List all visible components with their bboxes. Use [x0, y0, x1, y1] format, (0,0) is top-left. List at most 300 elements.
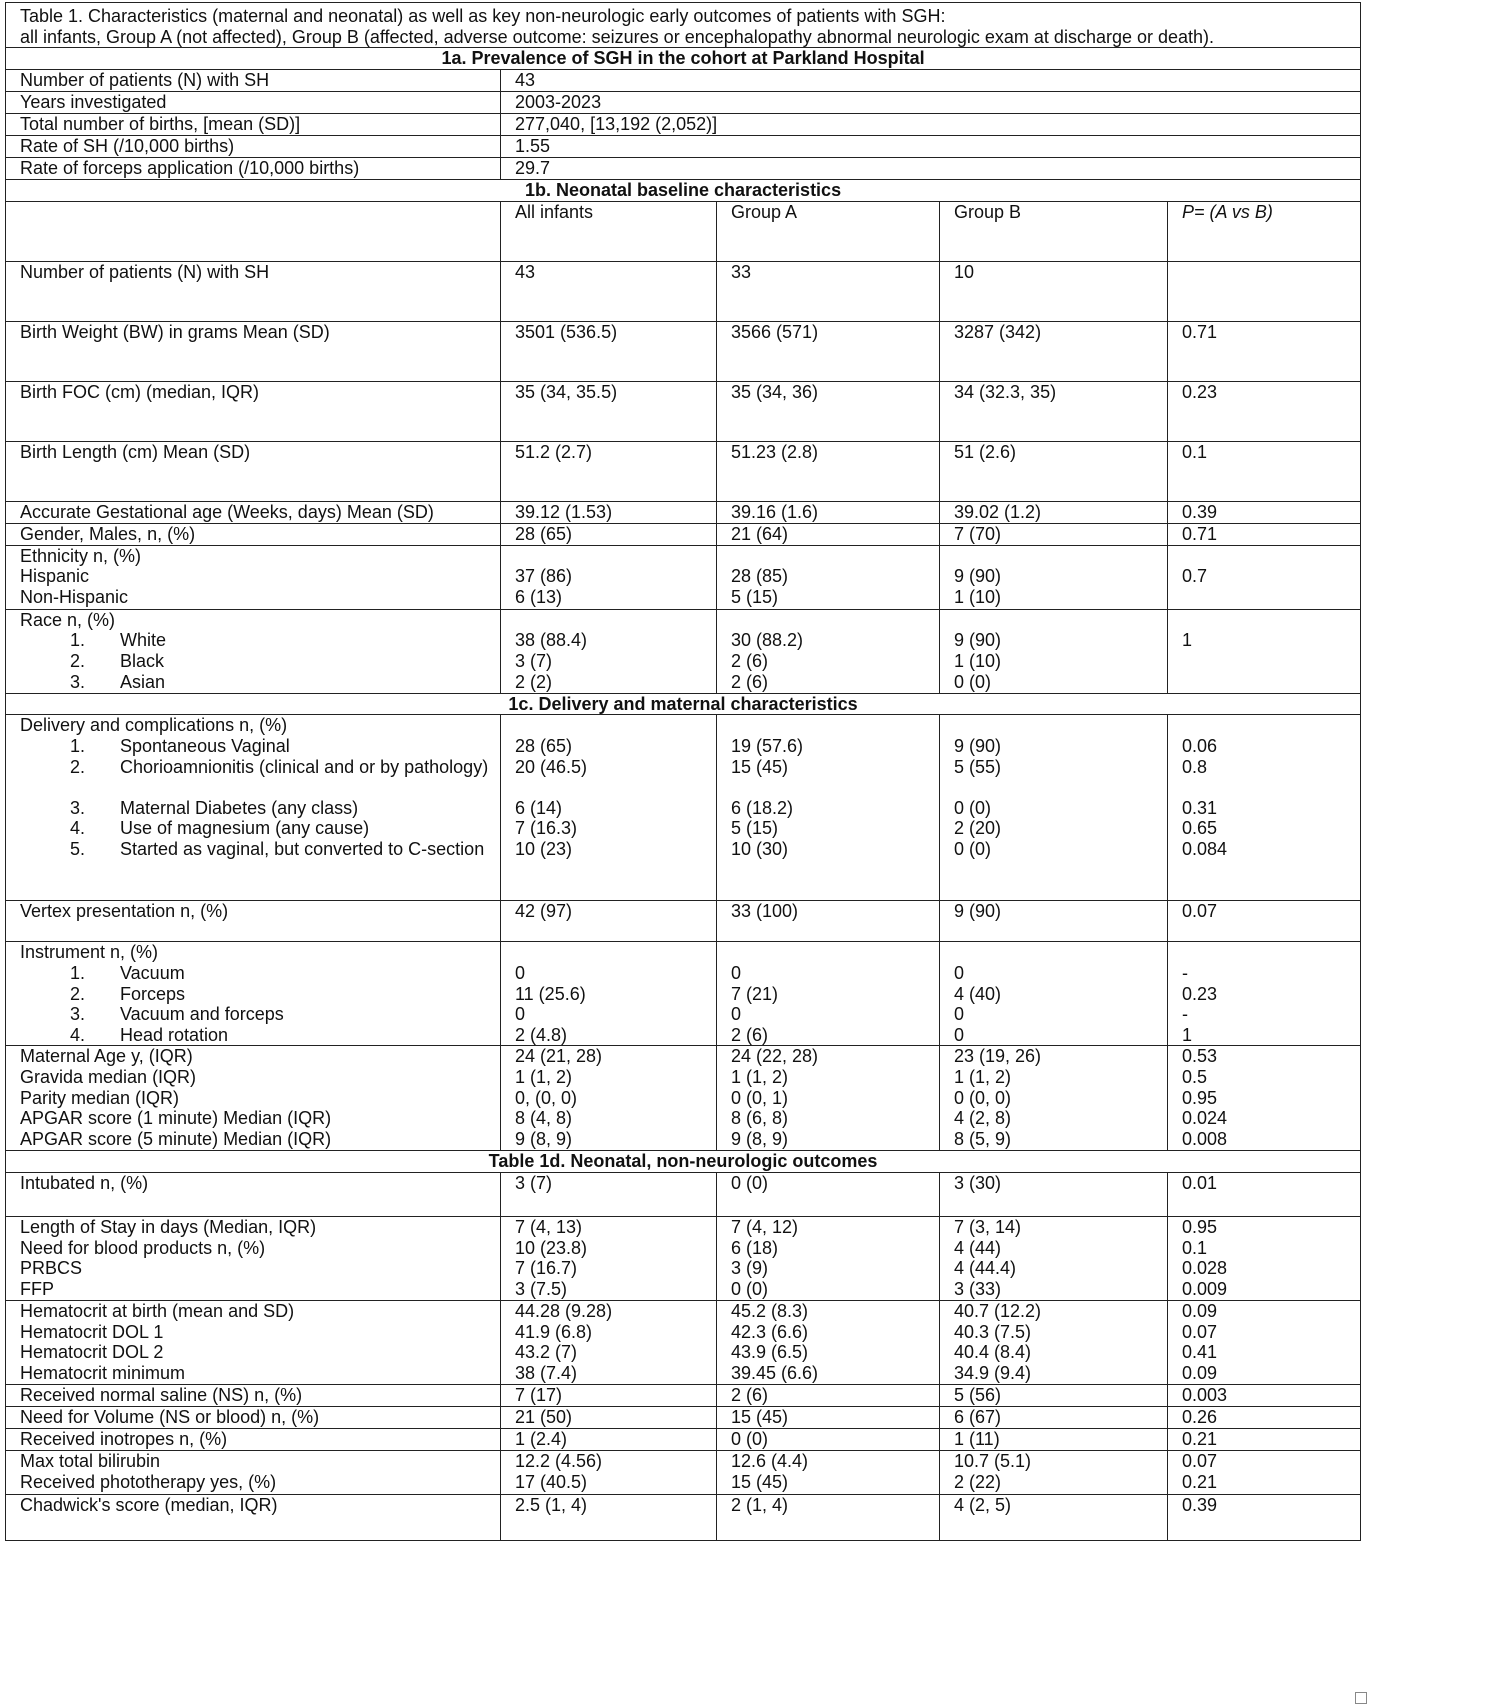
row-label: [6, 91, 501, 113]
cell-line: Received inotropes n, (%): [20, 1429, 228, 1450]
table-row: [6, 69, 1361, 91]
cell-line: Hispanic: [20, 566, 90, 587]
cell-line: 0.39: [1182, 1495, 1218, 1516]
cell-line: 0 (0): [954, 797, 992, 818]
table-row: [6, 1451, 1361, 1495]
cell-line: 38 (88.4): [515, 630, 588, 651]
value-a: [717, 609, 940, 693]
table-caption: [6, 3, 1361, 48]
header-text: [20, 202, 500, 223]
cell-line: 7 (16.7): [515, 1258, 578, 1279]
cell-line: Rate of forceps application (/10,000 births): [20, 158, 360, 179]
cell-line: 21 (50): [515, 1407, 573, 1428]
item-number: 1.: [70, 630, 86, 651]
cell-line: 12.6 (4.4): [731, 1451, 809, 1472]
cell-line: 0.65: [1182, 818, 1218, 839]
value-a: [717, 501, 940, 523]
value-p: [1168, 942, 1361, 1046]
table-row: [6, 381, 1361, 441]
cell-line: 3 (30): [954, 1173, 1002, 1194]
cell-line: Received normal saline (NS) n, (%): [20, 1385, 303, 1406]
cell-line: 1.55: [515, 136, 551, 157]
value-all: [501, 321, 717, 381]
row-label: [6, 1301, 501, 1385]
value-b: [940, 1385, 1168, 1407]
table-row: [6, 158, 1361, 180]
value-all: [501, 901, 717, 942]
value-b: [940, 1301, 1168, 1385]
value-a: [717, 321, 940, 381]
cell-line: 1 (1, 2): [515, 1067, 573, 1088]
cell-line: 1 (10): [954, 651, 1002, 672]
cell-line: 1 (1, 2): [731, 1067, 789, 1088]
cell-line: 28 (85): [731, 566, 789, 587]
value-all: [501, 1173, 717, 1217]
cell-line: 0.01: [1182, 1173, 1218, 1194]
cell-line: 33: [731, 261, 752, 282]
item-number: 4.: [70, 818, 86, 839]
cell-line: 43.9 (6.5): [731, 1342, 809, 1363]
row-label: [6, 69, 501, 91]
cell-line: 3287 (342): [954, 321, 1042, 342]
cell-line: 9 (8, 9): [731, 1128, 789, 1149]
cell-line: 43: [515, 261, 536, 282]
cell-line: 11 (25.6): [515, 983, 586, 1004]
item-text: Use of magnesium (any cause): [120, 818, 370, 839]
cell-line: Years investigated: [20, 91, 167, 112]
item-number: 2.: [70, 651, 86, 672]
value-p: [1168, 1429, 1361, 1451]
cell-line: 39.02 (1.2): [954, 501, 1042, 522]
row-label: [6, 901, 501, 942]
value-b: [940, 523, 1168, 545]
item-number: 3.: [70, 1004, 86, 1025]
cell-line: 42.3 (6.6): [731, 1321, 809, 1342]
cell-line: Number of patients (N) with SH: [20, 69, 270, 90]
row-label: [6, 1429, 501, 1451]
cell-line: 0.024: [1182, 1108, 1228, 1129]
table-row: [6, 1046, 1361, 1151]
section-title: Table 1d. Neonatal, non-neurologic outcomes: [488, 1151, 878, 1172]
table-row: [6, 201, 1361, 261]
cell-line: 0.31: [1182, 797, 1218, 818]
table-row: [6, 3, 1361, 48]
item-number: 2.: [70, 756, 86, 777]
table-row: [6, 1217, 1361, 1301]
cell-line: 1 (10): [954, 587, 1002, 608]
header-text: Group B: [954, 201, 1022, 222]
cell-line: 3 (9): [731, 1258, 769, 1279]
cell-line: [731, 546, 939, 567]
value-all: [501, 1046, 717, 1151]
cell-line: 15 (45): [731, 1407, 789, 1428]
value-p: [1168, 609, 1361, 693]
cell-line: 20 (46.5): [515, 756, 588, 777]
document-page: [5, 2, 1360, 1694]
cell-line: 2003-2023: [515, 91, 602, 112]
cell-line: 0.09: [1182, 1301, 1218, 1322]
cell-line: 41.9 (6.8): [515, 1321, 593, 1342]
cell-line: PRBCS: [20, 1258, 83, 1279]
value-b: [940, 545, 1168, 609]
table-row: [6, 1151, 1361, 1173]
list-item: [20, 818, 500, 839]
cell-line: Parity median (IQR): [20, 1087, 180, 1108]
value-all: [501, 501, 717, 523]
list-item: [20, 1025, 500, 1046]
cell-line: 12.2 (4.56): [515, 1451, 603, 1472]
cell-line: 2 (2): [515, 671, 553, 692]
cell-line: 7 (3, 14): [954, 1217, 1022, 1238]
value-a: [717, 381, 940, 441]
cell-line: 0.23: [1182, 983, 1218, 1004]
value-b: [940, 261, 1168, 321]
list-item: [20, 757, 500, 798]
value-a: [717, 523, 940, 545]
cell-line: 1: [1182, 630, 1193, 651]
item-number: 3.: [70, 671, 86, 692]
cell-line: [515, 610, 716, 631]
cell-line: 5 (15): [731, 587, 779, 608]
cell-line: [731, 715, 939, 736]
value-b: [940, 1407, 1168, 1429]
cell-line: 0.8: [1182, 756, 1208, 777]
row-label: [6, 942, 501, 1046]
cell-line: 39.12 (1.53): [515, 501, 613, 522]
list-item: [20, 1004, 500, 1025]
cell-line: 0.028: [1182, 1258, 1228, 1279]
value-all: [501, 1429, 717, 1451]
row-label: [6, 609, 501, 693]
cell-line: [1182, 587, 1360, 608]
cell-line: 277,040, [13,192 (2,052)]: [515, 113, 718, 134]
cell-line: 0 (0, 0): [954, 1087, 1012, 1108]
cell-line: 15 (45): [731, 1471, 789, 1492]
value-p: [1168, 1217, 1361, 1301]
cell-line: [515, 715, 716, 736]
cell-line: 0.23: [1182, 381, 1218, 402]
value-all: [501, 609, 717, 693]
cell-line: 0.009: [1182, 1278, 1228, 1299]
value-b: [940, 715, 1168, 901]
cell-line: 7 (17): [515, 1385, 563, 1406]
cell-line: 1: [1182, 1024, 1193, 1045]
cell-line: Hematocrit minimum: [20, 1362, 186, 1383]
item-text: White: [120, 630, 167, 651]
cell-line: [954, 942, 1167, 963]
cell-line: [954, 546, 1167, 567]
item-number: 2.: [70, 983, 86, 1004]
item-text: Spontaneous Vaginal: [120, 736, 290, 757]
cell-line: 0.71: [1182, 523, 1218, 544]
row-label: [6, 158, 501, 180]
cell-line: 0 (0): [731, 1429, 769, 1450]
value-p: [1168, 1173, 1361, 1217]
item-text: Vacuum and forceps: [120, 1004, 284, 1025]
value-a: [717, 1495, 940, 1541]
cell-line: [954, 610, 1167, 631]
cell-line: 0: [515, 1004, 526, 1025]
cell-line: 0.21: [1182, 1471, 1218, 1492]
cell-line: 4 (44.4): [954, 1258, 1017, 1279]
value-all: [501, 1451, 717, 1495]
item-number: 1.: [70, 736, 86, 757]
cell-line: 10 (23): [515, 838, 573, 859]
list-item: [20, 630, 500, 651]
cell-line: 2 (1, 4): [731, 1495, 789, 1516]
cell-line: 9 (8, 9): [515, 1128, 573, 1149]
cell-line: Birth Length (cm) Mean (SD): [20, 441, 251, 462]
cell-line: 0.07: [1182, 901, 1218, 922]
cell-line: 29.7: [515, 158, 551, 179]
table-row: [6, 901, 1361, 942]
cell-line: 0.06: [1182, 736, 1218, 757]
cell-line: 9 (90): [954, 901, 1002, 922]
row-label: [6, 715, 501, 901]
cell-line: Length of Stay in days (Median, IQR): [20, 1217, 317, 1238]
value-b: [940, 1217, 1168, 1301]
cell-line: [1182, 651, 1360, 672]
cell-line: 0: [515, 963, 526, 984]
section-title-1c: [6, 693, 1361, 715]
cell-line: Received phototherapy yes, (%): [20, 1471, 277, 1492]
value-b: [940, 1173, 1168, 1217]
cell-line: [1182, 610, 1360, 631]
cell-line: 0, (0, 0): [515, 1087, 578, 1108]
cell-line: 2.5 (1, 4): [515, 1495, 588, 1516]
value-b: [940, 1495, 1168, 1541]
cell-line: APGAR score (5 minute) Median (IQR): [20, 1128, 332, 1149]
row-label: [6, 1385, 501, 1407]
column-header: [6, 201, 501, 261]
cell-line: 40.4 (8.4): [954, 1342, 1032, 1363]
cell-line: [731, 610, 939, 631]
cell-line: 44.28 (9.28): [515, 1301, 613, 1322]
cell-line: 2 (22): [954, 1471, 1002, 1492]
section-title: 1a. Prevalence of SGH in the cohort at Parkland Hospital: [441, 48, 925, 69]
cell-line: 0.95: [1182, 1217, 1218, 1238]
value-p: [1168, 261, 1361, 321]
value-all: [501, 441, 717, 501]
cell-line: 0.5: [1182, 1067, 1208, 1088]
cell-line: Ethnicity n, (%): [20, 545, 142, 566]
cell-line: Accurate Gestational age (Weeks, days) Mean (SD): [20, 501, 434, 522]
cell-line: Number of patients (N) with SH: [20, 261, 270, 282]
cell-line: 3566 (571): [731, 321, 819, 342]
row-value: [501, 158, 1361, 180]
cell-line: 34 (32.3, 35): [954, 381, 1057, 402]
cell-line: Maternal Age y, (IQR): [20, 1046, 193, 1067]
value-all: [501, 545, 717, 609]
cell-line: 10 (23.8): [515, 1237, 588, 1258]
cell-line: APGAR score (1 minute) Median (IQR): [20, 1108, 332, 1129]
value-b: [940, 321, 1168, 381]
cell-line: [515, 546, 716, 567]
cell-line: Chadwick's score (median, IQR): [20, 1495, 278, 1516]
cell-line: 7 (21): [731, 983, 779, 1004]
characteristics-table: [5, 2, 1361, 1541]
cell-line: Max total bilirubin: [20, 1451, 161, 1472]
table-row: [6, 1407, 1361, 1429]
value-b: [940, 942, 1168, 1046]
cell-line: 0.008: [1182, 1128, 1228, 1149]
value-all: [501, 942, 717, 1046]
value-b: [940, 1429, 1168, 1451]
row-label: [6, 1173, 501, 1217]
value-a: [717, 261, 940, 321]
cell-line: 0: [731, 1004, 742, 1025]
cell-line: 9 (90): [954, 566, 1002, 587]
cell-line: 6 (18.2): [731, 797, 794, 818]
value-p: [1168, 545, 1361, 609]
value-a: [717, 1407, 940, 1429]
value-a: [717, 901, 940, 942]
section-title: 1b. Neonatal baseline characteristics: [524, 180, 842, 201]
cell-line: 0 (0): [731, 1278, 769, 1299]
table-row: [6, 261, 1361, 321]
cell-line: 0.26: [1182, 1407, 1218, 1428]
cell-line: 0.003: [1182, 1385, 1228, 1406]
cell-line: 3501 (536.5): [515, 321, 618, 342]
item-number: 1.: [70, 963, 86, 984]
value-p: [1168, 523, 1361, 545]
value-all: [501, 1407, 717, 1429]
value-p: [1168, 1385, 1361, 1407]
value-a: [717, 1046, 940, 1151]
cell-line: 3 (7): [515, 1173, 553, 1194]
cell-line: 0.95: [1182, 1087, 1218, 1108]
column-header: [940, 201, 1168, 261]
item-text: Chorioamnionitis (clinical and or by pathology): [120, 756, 489, 777]
item-text: Vacuum: [120, 963, 185, 984]
cell-line: 33 (100): [731, 901, 799, 922]
cell-line: 0.1: [1182, 1237, 1208, 1258]
cell-line: 30 (88.2): [731, 630, 804, 651]
cell-line: 3 (7.5): [515, 1278, 568, 1299]
cell-line: Instrument n, (%): [20, 942, 159, 963]
cell-line: Gravida median (IQR): [20, 1067, 197, 1088]
cell-line: 4 (2, 8): [954, 1108, 1012, 1129]
cell-line: 24 (21, 28): [515, 1046, 603, 1067]
cell-line: 8 (6, 8): [731, 1108, 789, 1129]
cell-line: 51.23 (2.8): [731, 441, 819, 462]
cell-line: 2 (6): [731, 671, 769, 692]
cell-line: 0.41: [1182, 1342, 1218, 1363]
value-p: [1168, 1495, 1361, 1541]
cell-line: Hematocrit DOL 1: [20, 1321, 164, 1342]
cell-line: 4 (2, 5): [954, 1495, 1012, 1516]
table-row: [6, 501, 1361, 523]
value-a: [717, 715, 940, 901]
cell-line: 40.3 (7.5): [954, 1321, 1032, 1342]
cell-line: 0 (0): [731, 1173, 769, 1194]
value-all: [501, 1217, 717, 1301]
cell-line: [1182, 546, 1360, 567]
row-label: [6, 1451, 501, 1495]
cell-line: Gender, Males, n, (%): [20, 523, 196, 544]
value-all: [501, 381, 717, 441]
table-row: [6, 1173, 1361, 1217]
value-b: [940, 901, 1168, 942]
header-text: Group A: [731, 201, 798, 222]
cell-line: [954, 715, 1167, 736]
cell-line: Delivery and complications n, (%): [20, 715, 288, 736]
value-p: [1168, 1301, 1361, 1385]
cell-line: 45.2 (8.3): [731, 1301, 809, 1322]
value-a: [717, 1173, 940, 1217]
cell-line: 43.2 (7): [515, 1342, 578, 1363]
cell-line: 39.16 (1.6): [731, 501, 819, 522]
cell-line: 9 (90): [954, 736, 1002, 757]
cell-line: 0.21: [1182, 1429, 1218, 1450]
value-b: [940, 1451, 1168, 1495]
cell-line: 6 (13): [515, 587, 563, 608]
value-p: [1168, 321, 1361, 381]
item-text: Started as vaginal, but converted to C-section: [120, 838, 485, 859]
list-item: [20, 672, 500, 693]
row-label: [6, 321, 501, 381]
row-label: [6, 501, 501, 523]
cell-line: 10 (30): [731, 838, 789, 859]
cell-line: 23 (19, 26): [954, 1046, 1042, 1067]
value-a: [717, 1301, 940, 1385]
table-row: [6, 136, 1361, 158]
column-header: [501, 201, 717, 261]
value-b: [940, 381, 1168, 441]
cell-line: 38 (7.4): [515, 1362, 578, 1383]
table-row: [6, 91, 1361, 113]
cell-line: 3 (7): [515, 651, 553, 672]
cell-line: Total number of births, [mean (SD)]: [20, 113, 301, 134]
cell-line: 40.7 (12.2): [954, 1301, 1042, 1322]
cell-line: Hematocrit DOL 2: [20, 1342, 164, 1363]
value-a: [717, 942, 940, 1046]
cell-line: 7 (70): [954, 523, 1002, 544]
cell-line: -: [1182, 963, 1188, 984]
cell-line: [1182, 715, 1360, 736]
cell-line: 39.45 (6.6): [731, 1362, 819, 1383]
cell-line: 0.7: [1182, 566, 1208, 587]
cell-line: 0: [954, 1024, 965, 1045]
cell-line: 35 (34, 35.5): [515, 381, 618, 402]
value-all: [501, 523, 717, 545]
cell-line: 6 (18): [731, 1237, 779, 1258]
cell-line: 28 (65): [515, 736, 573, 757]
cell-line: 10: [954, 261, 975, 282]
cell-line: 2 (20): [954, 818, 1002, 839]
table-row: [6, 1429, 1361, 1451]
row-label: [6, 545, 501, 609]
cell-line: Need for blood products n, (%): [20, 1237, 266, 1258]
table-row: [6, 942, 1361, 1046]
list-item: [20, 736, 500, 757]
cell-line: Intubated n, (%): [20, 1173, 149, 1194]
list-item: [20, 651, 500, 672]
cell-line: 0.53: [1182, 1046, 1218, 1067]
cell-line: 0: [731, 963, 742, 984]
cell-line: 1 (11): [954, 1429, 1000, 1450]
cell-line: 2 (6): [731, 1024, 769, 1045]
cell-line: 2 (4.8): [515, 1024, 568, 1045]
row-label: [6, 1046, 501, 1151]
cell-line: [731, 942, 939, 963]
cell-line: 7 (4, 13): [515, 1217, 583, 1238]
table-row: [6, 113, 1361, 135]
cell-line: Vertex presentation n, (%): [20, 901, 229, 922]
caption-line: all infants, Group A (not affected), Group B (affected, adverse outcome: seizures or encephalopathy abnormal neurologic exam at discharge or death).: [20, 26, 1215, 47]
cell-line: 43: [515, 69, 536, 90]
row-value: [501, 136, 1361, 158]
